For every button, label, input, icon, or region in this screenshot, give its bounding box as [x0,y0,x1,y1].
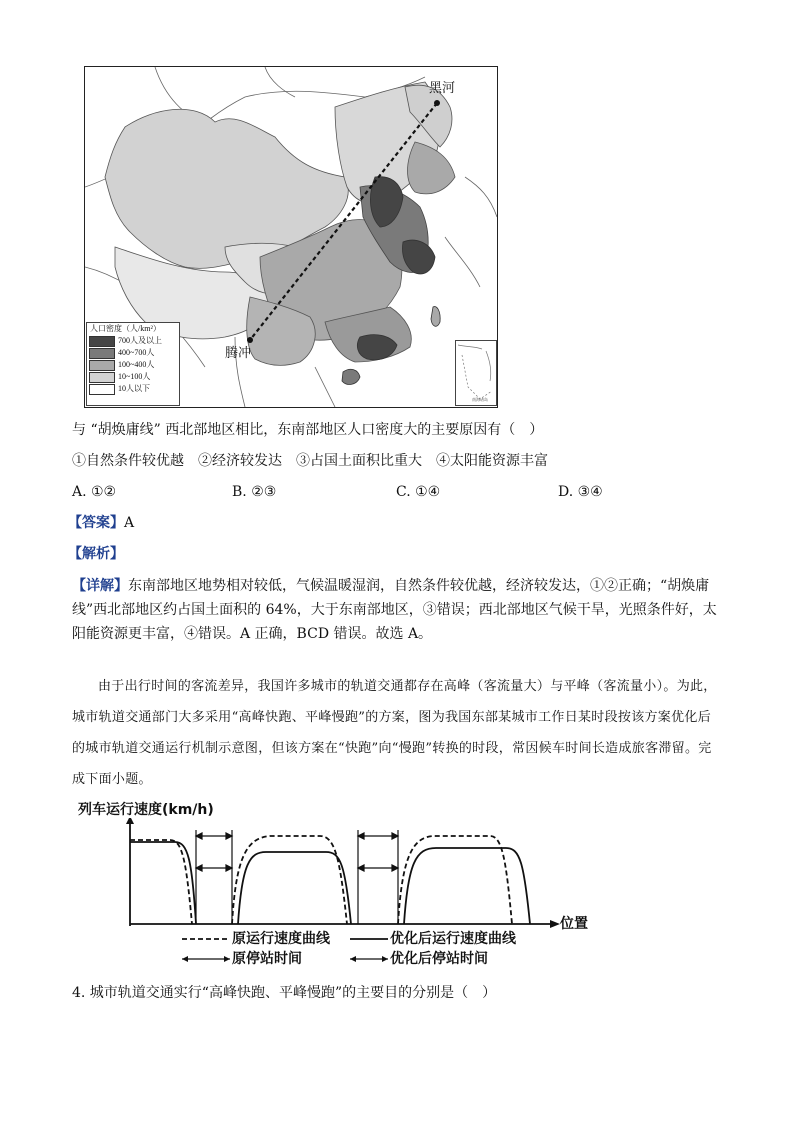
x-axis-arrow [550,920,560,928]
q1-items: ①自然条件较优越 ②经济较发达 ③占国土面积比重大 ④太阳能资源丰富 [72,453,548,469]
original-speed-curve [130,836,512,924]
answer-value: A [124,515,135,531]
legend-label: 100~400人 [118,360,155,369]
detail-text: 东南部地区地势相对较低，气候温暖湿润，自然条件较优越，经济较发达，①②正确；“胡焕庸线”西北部地区约占国土面积的 64%，大于东南部地区，③错误；西北部地区气候干旱，光照条件好，太阳能资源更丰富，④错误。A 正确，BCD 错误。故选 A。 [72,578,717,642]
q4-stem: 4. 城市轨道交通实行“高峰快跑、平峰慢跑”的主要目的分别是（ ） [72,985,497,1001]
legend-item [87,371,179,383]
analysis-label: 【解析】 [68,546,124,562]
q1-stem: 与 “胡焕庸线” 西北部地区相比，东南部地区人口密度大的主要原因有（ ） [72,422,544,438]
legend-swatch [89,360,115,371]
map-legend [86,322,180,406]
legend-item [87,359,179,371]
legend-label: 10~100人 [118,372,151,381]
legend-label: 700人及以上 [118,336,162,345]
legend-item [87,383,179,395]
inset-svg [456,341,496,405]
passage-paragraph: 由于出行时间的客流差异，我国许多城市的轨道交通都存在高峰（客流量大）与平峰（客流量小）。为此，城市轨道交通部门大多采用“高峰快跑、平峰慢跑”的方案，图为我国东部某城市工作日某时段按该方案优化后的城市轨道交通运行机制示意图，但该方案在“快跑”向“慢跑”转换的时段，常因候车时间长造成旅客滞留。完成下面小题。 [72,679,717,787]
region-hainan [342,369,360,384]
q1-option-c[interactable]: C. ①④ [396,484,441,500]
detail-label: 【详解】 [72,578,128,594]
south-china-sea-inset [455,340,497,406]
optimized-stop-brackets [196,865,398,871]
speed-diagram [100,818,600,928]
diagram-xlabel: 位置 [560,916,588,932]
q1-option-b[interactable]: B. ②③ [232,484,277,500]
tengchong-point [247,337,253,343]
legend-original-curve: 原运行速度曲线 [232,931,330,947]
legend-optimized-curve: 优化后运行速度曲线 [390,931,516,947]
inset-label: 南海诸岛 [472,397,488,402]
legend-dashed-line [180,930,236,970]
original-stop-brackets [196,830,398,924]
heihe-point [434,100,440,106]
legend-swatch [89,372,115,383]
legend-swatch [89,384,115,395]
legend-label: 10人以下 [118,384,150,393]
legend-item [87,347,179,359]
region-jilin-liaoning [408,142,456,194]
analysis-line [68,544,124,564]
legend-label: 400~700人 [118,348,155,357]
city-label-tengchong: 腾冲 [225,346,252,361]
q1-option-a[interactable]: A. ①② [72,484,117,500]
optimized-speed-curve [130,842,530,924]
legend-swatch [89,336,115,347]
q1-option-d[interactable]: D. ③④ [558,484,603,500]
city-label-heihe: 黑河 [429,81,456,96]
region-taiwan [431,307,440,327]
diagram-ylabel: 列车运行速度(km/h) [78,802,214,818]
legend-swatch [89,348,115,359]
detail-paragraph [72,574,724,646]
y-axis-arrow [126,818,134,824]
legend-original-stop: 原停站时间 [232,951,302,967]
legend-title: 人口密度（人/km²） [90,324,161,333]
answer-label: 【答案】 [68,515,124,531]
legend-optimized-stop: 优化后停站时间 [390,951,488,967]
answer-line [68,513,134,533]
legend-solid-line [348,930,392,970]
legend-item [87,335,179,347]
